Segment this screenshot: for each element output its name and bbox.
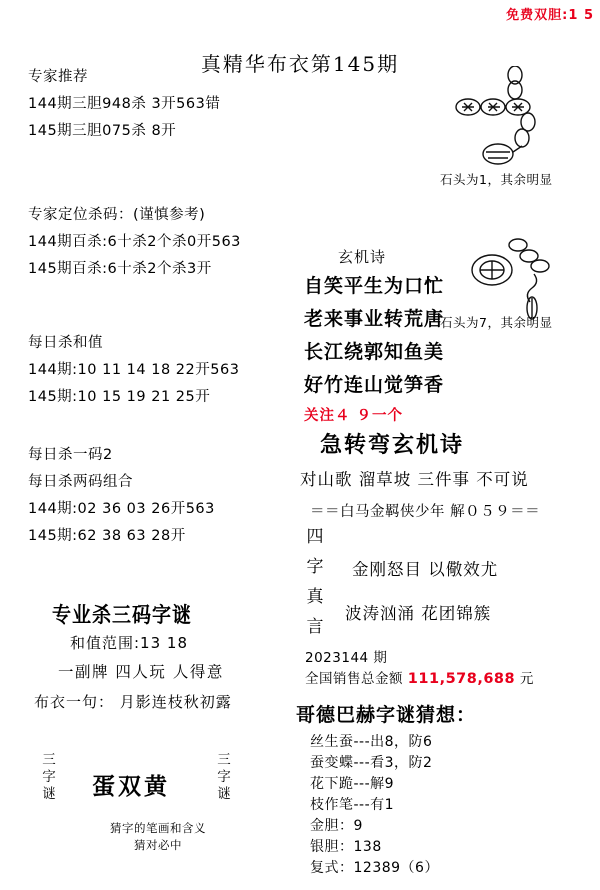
goldbach-item: 花下跪---解9 <box>310 776 395 792</box>
sales-total-amount: 111,578,688 <box>407 671 516 687</box>
daily-sum-line-2: 145期:10 15 19 21 25开 <box>28 389 211 405</box>
goldbach-item: 复式：12389（6） <box>310 860 439 876</box>
stone-note-middle: 石头为7，其余明显 <box>440 315 553 330</box>
goldbach-item: 枝作笔---有1 <box>310 797 395 813</box>
expert-recommend-line-1: 144期三胆948杀 3开563错 <box>28 96 221 112</box>
riddle-answer-word: 蛋双黄 <box>92 773 170 800</box>
goldbach-title: 哥德巴赫字谜猜想： <box>296 704 477 726</box>
mystic-poem-line-4: 好竹连山觉笋香 <box>304 374 445 396</box>
mystic-poem-line-2: 老来事业转荒唐 <box>304 308 445 330</box>
focus-number-note: 关注４ ９一个 <box>304 408 404 424</box>
guess-note-line-1: 猜字的笔画和含义 <box>110 821 206 835</box>
expert-recommend-block <box>28 64 220 145</box>
daily-sum-block <box>28 330 239 411</box>
guess-note <box>88 820 228 854</box>
four-char-vertical-label: 四字真言 <box>306 527 324 637</box>
three-char-riddle-label-left: 三字谜 <box>42 752 56 802</box>
daily-sum-heading: 每日杀和值 <box>28 335 103 351</box>
turn-section-line: 对山歌 溜草坡 三件事 不可说 <box>300 470 529 489</box>
four-char-saying-1: 金刚怒目 以儆效尤 <box>352 560 499 579</box>
daily-code-line-2: 145期:62 38 63 28开 <box>28 528 186 544</box>
goldbach-item: 蚕变蝶---看3，防2 <box>310 755 433 771</box>
goldbach-item: 银胆：138 <box>310 839 382 855</box>
guess-note-line-2: 猜对必中 <box>134 838 182 852</box>
sales-total-label: 全国销售总金额 <box>305 671 403 687</box>
expert-recommend-heading: 专家推荐 <box>28 69 88 85</box>
riddle-title: 专业杀三码字谜 <box>52 602 193 628</box>
riddle-line-2: 一副牌 四人玩 人得意 <box>58 663 224 681</box>
sales-total <box>305 667 534 687</box>
daily-code-heading-1: 每日杀一码2 <box>28 447 113 463</box>
expert-kill-line-2: 145期百杀:6十杀2个杀3开 <box>28 261 212 277</box>
goldbach-item: 丝生蚕---出8，防6 <box>310 734 433 750</box>
stone-note-top: 石头为1，其余明显 <box>440 172 553 187</box>
page-title-prefix: 真精华布衣第 <box>200 52 333 76</box>
goldbach-list <box>310 732 439 879</box>
mystic-poem-heading: 玄机诗 <box>338 248 387 266</box>
riddle-line-3: 布衣一句： 月影连枝秋初露 <box>34 693 232 711</box>
daily-sum-line-1: 144期:10 11 14 18 22开563 <box>28 362 240 378</box>
sales-period: 2023144 期 <box>305 650 388 666</box>
horse-riddle-line: ＝＝白马金羁侠少年 解０５９＝＝ <box>310 504 541 520</box>
sales-total-unit: 元 <box>519 671 534 687</box>
expert-recommend-line-2: 145期三胆075杀 8开 <box>28 123 177 139</box>
daily-code-line-1: 144期:02 36 03 26开563 <box>28 501 215 517</box>
daily-code-heading-2: 每日杀两码组合 <box>28 474 133 490</box>
goldbach-item: 金胆：9 <box>310 818 363 834</box>
chain-cross-drawing <box>452 66 562 175</box>
page-title-issue: 145期 <box>332 52 400 76</box>
riddle-sum-range: 和值范围:13 18 <box>70 634 188 652</box>
daily-code-block <box>28 442 215 550</box>
mystic-poem <box>304 270 444 402</box>
expert-kill-block <box>28 202 241 283</box>
turn-section-title: 急转弯玄机诗 <box>320 432 465 458</box>
four-char-saying-2: 波涛汹涌 花团锦簇 <box>345 604 492 623</box>
free-tip-note: 免费双胆:1 5 <box>506 8 594 23</box>
expert-kill-line-1: 144期百杀:6十杀2个杀0开563 <box>28 234 241 250</box>
three-char-riddle-label-right: 三字谜 <box>217 752 231 802</box>
mystic-poem-line-1: 自笑平生为口忙 <box>304 275 445 297</box>
mystic-poem-line-3: 长江绕郭知鱼美 <box>304 341 445 363</box>
expert-kill-heading: 专家定位杀码：(谨慎参考) <box>28 207 206 223</box>
